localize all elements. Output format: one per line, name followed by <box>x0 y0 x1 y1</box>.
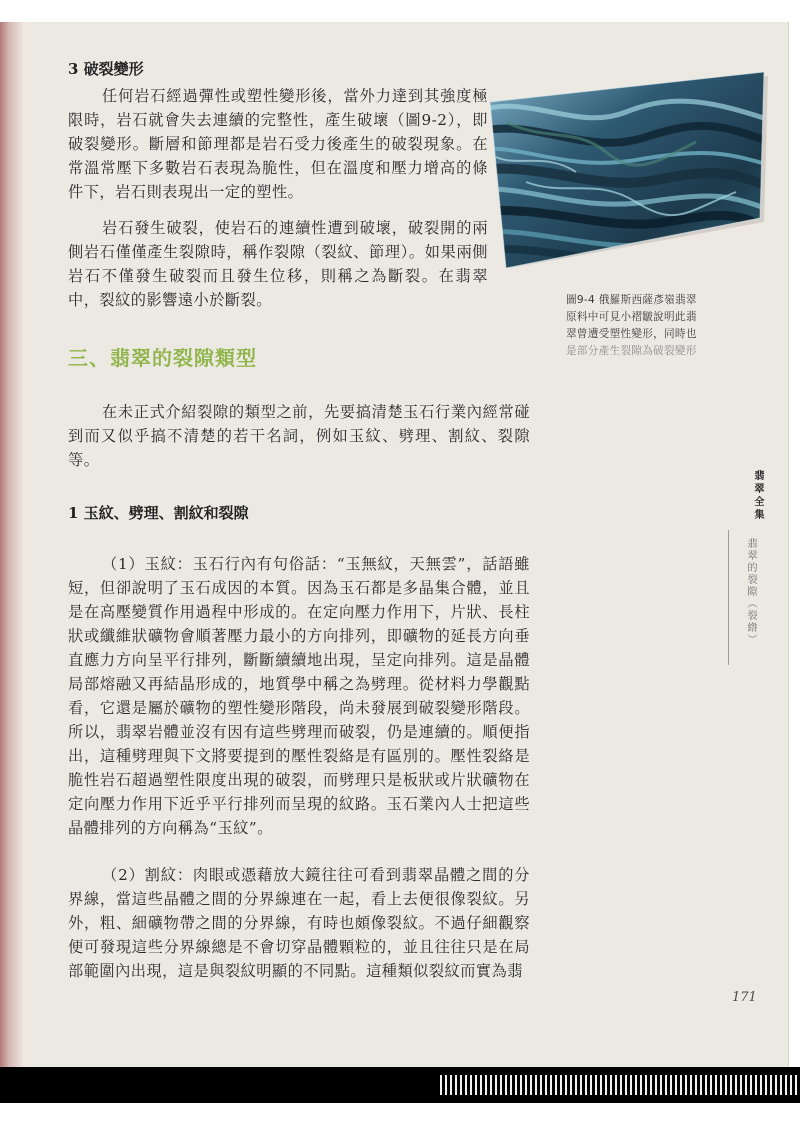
figure-caption-line: 是部分產生裂隙為破裂變形 <box>566 345 697 357</box>
section-heading: 三、翡翠的裂隙類型 <box>68 346 257 370</box>
intro-paragraph: 在未正式介紹裂隙的類型之前，先要搞清楚玉石行業內經常碰到而又似乎搞不清楚的若干名詞，例如玉紋、劈理、割紋、裂隙等。 <box>68 403 530 469</box>
margin-book-title <box>740 470 774 530</box>
body-paragraph-jade-grain: （1）玉紋：玉石行內有句俗話：“玉無紋，天無雲”，話語雖短，但卻說明了玉石成因的本質。因為玉石都是多晶集合體，並且是在高壓變質作用過程中形成的。在定向壓力作用下，片狀、長柱狀或纖維狀礦物會順著壓力最小的方向排列，即礦物的延長方向垂直應力方向呈平行排列，斷斷續續地出現，呈定向排列。這是晶體局部熔融又再結晶形成的，地質學中稱之為劈理。從材料力學觀點看，它還是屬於礦物的塑性變形階段，尚未發展到破裂變形階段。所以，翡翠岩體並沒有因有這些劈理而破裂，仍是連續的。順便指出，這種劈理與下文將要提到的壓性裂絡是有區別的。壓性裂絡是脆性岩石超過塑性限度出現的破裂，而劈理只是板狀或片狀礦物在定向壓力作用下近乎平行排列而呈現的紋路。玉石業內人士把這些晶體排列的方向稱為“玉紋”。 <box>68 555 530 837</box>
subsection-heading-1: 1 玉紋、劈理、割紋和裂隙 <box>68 504 249 522</box>
jade-sample-photo <box>486 72 768 268</box>
scan-margin <box>0 1103 800 1132</box>
body-paragraph-2: 岩石發生破裂，使岩石的連續性遭到破壞，破裂開的兩側岩石僅僅產生裂隙時，稱作裂隙（裂紋、節理）。如果兩側岩石不僅發生破裂而且發生位移，則稱之為斷裂。在翡翠中，裂紋的影響遠小於斷裂。 <box>68 219 488 309</box>
page-edge-stripes <box>440 1075 800 1095</box>
margin-chapter-title: 翡翠的裂隙（裂綹） <box>745 538 756 646</box>
figure-caption-line: 圖9-4 俄羅斯西薩彥嶺翡翠 <box>566 294 697 306</box>
page-number: 171 <box>732 990 757 1005</box>
body-paragraph-cut-lines: （2）割紋：肉眼或憑藉放大鏡往往可看到翡翠晶體之間的分界線，當這些晶體之間的分界線連在一起，看上去便很像裂紋。另外，粗、細礦物帶之間的分界線，有時也頗像裂紋。不過仔細觀察便可發現這些分界線總是不會切穿晶體顆粒的，並且往往只是在局部範圍內出現，這是與裂紋明顯的不同點。這種類似裂紋而實為翡 <box>68 866 530 980</box>
figure-caption-line: 翠曾遭受塑性變形，同時也 <box>566 328 697 340</box>
figure-caption <box>566 292 762 360</box>
subsection-heading-3: 3 破裂變形 <box>68 60 144 78</box>
book-title-vertical: 翡翠全集 <box>752 470 763 522</box>
book-spine-edge <box>0 22 36 1078</box>
margin-divider <box>728 530 729 665</box>
figure-caption-line: 原料中可見小褶皺說明此翡 <box>566 311 697 323</box>
body-paragraph-1: 任何岩石經過彈性或塑性變形後，當外力達到其強度極限時，岩石就會失去連續的完整性，產生破壞（圖9-2），即破裂變形。斷層和節理都是岩石受力後產生的破裂現象。在常溫常壓下多數岩石表現為脆性，但在溫度和壓力增高的條件下，岩石則表現出一定的塑性。 <box>68 87 488 201</box>
